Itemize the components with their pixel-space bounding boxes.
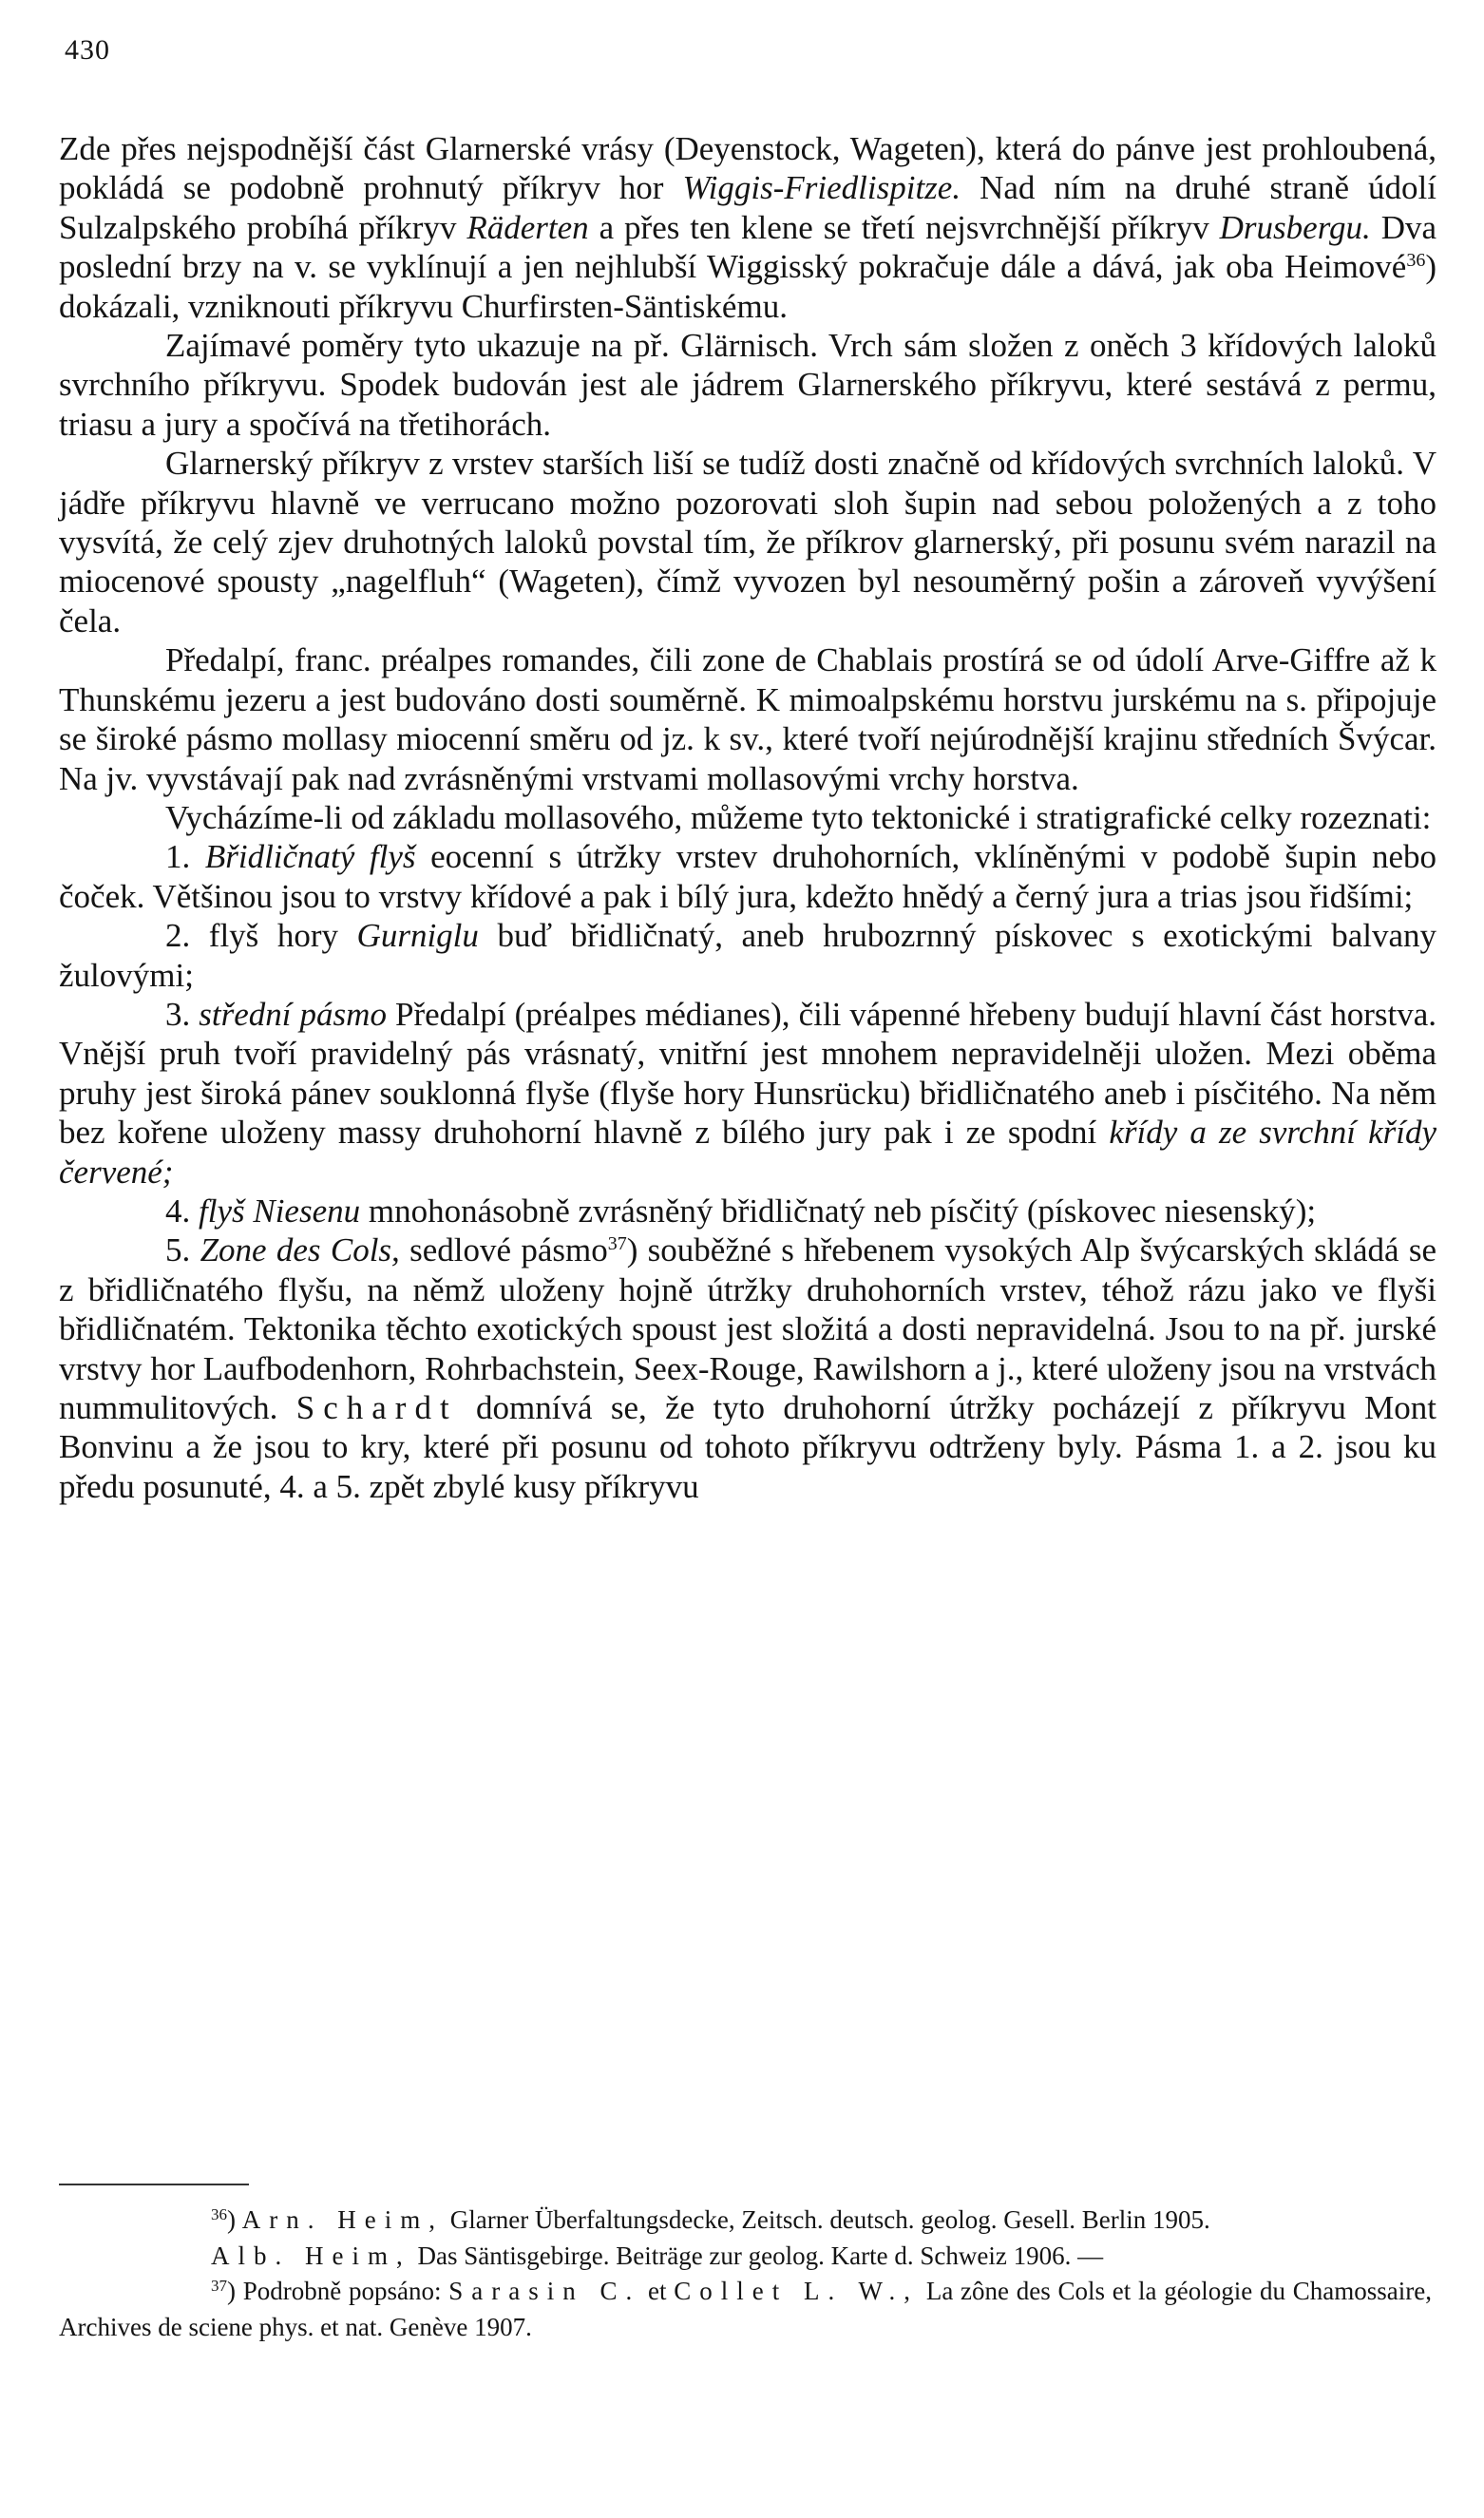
list-text: eocenní s útržky vrstev druhohorních, vklíněnými v podobě šupin nebo čoček. Většinou jsou to vrstvy křídové a pak i bílý jura, kdežto hnědý a černý jura a trias jsou řidšími; bbox=[59, 838, 1437, 915]
body-text bbox=[59, 129, 1436, 1506]
list-term: křídy bbox=[1109, 1114, 1178, 1152]
list-text: buď břidličnatý, aneb hrubozrnný pískovec s exotickými balvany žulovými; bbox=[59, 917, 1436, 994]
footnote-36-continued bbox=[59, 2239, 1432, 2275]
list-term: křídy červené; bbox=[59, 1114, 1436, 1191]
text-run: a přes ten klene se třetí nejsvrchnější příkryv bbox=[588, 208, 1220, 246]
list-text: sedlové pásmo bbox=[399, 1231, 608, 1269]
footnote-ref-36: 36 bbox=[1406, 250, 1426, 272]
list-number: 5. bbox=[165, 1231, 200, 1269]
list-item-3 bbox=[59, 995, 1436, 1192]
list-text: mnohonásobně zvrásněný břidličnatý neb písčitý (pískovec niesenský); bbox=[360, 1192, 1317, 1230]
footnote-text: La zône des Cols et la géologie du Chamossaire, Archives de sciene phys. et nat. Genève 1907. bbox=[59, 2277, 1432, 2341]
footnote-marker: 36 bbox=[211, 2205, 227, 2223]
author-name: Arn. Heim, bbox=[241, 2205, 444, 2234]
list-number: 3. bbox=[165, 995, 200, 1033]
paragraph-prealps: Předalpí, franc. préalpes romandes, čili zone de Chablais prostírá se od údolí Arve-Giffre až k Thunskému jezeru a jest budováno dosti souměrně. K mimoalpskému horstvu jurskému na s. připojuje se široké pásmo mollasy miocenní směru od jz. k sv., které tvoří nejúrodnější krajinu středních Švýcar. Na jv. vyvstávají pak nad zvrásněnými vrstvami mollasovými vrchy horstva. bbox=[59, 641, 1436, 797]
text-run: Nad ním na druhé straně údolí Sulzalpského probíhá příkryv bbox=[59, 169, 1436, 246]
footnote-text: ) Podrobně popsáno: bbox=[227, 2277, 449, 2305]
paragraph-glarner-fold bbox=[59, 129, 1436, 326]
list-term: Gurniglu bbox=[356, 917, 479, 955]
place-name-drusberg: Drusbergu. bbox=[1219, 208, 1371, 246]
list-item-4 bbox=[59, 1192, 1436, 1230]
list-text: domnívá se, že tyto druhohorní útržky pocházejí z příkryvu Mont Bonvinu a že jsou to kry, které při posunu od tohoto příkryvu odtrženy byly. Pásma 1. a 2. jsou ku předu posunuté, 4. a 5. zpět zbylé kusy příkryvu bbox=[59, 1389, 1437, 1505]
list-term: střední pásmo bbox=[199, 995, 387, 1033]
paragraph-glarnisch: Zajímavé poměry tyto ukazuje na př. Glärnisch. Vrch sám složen z oněch 3 křídových laloků svrchního příkryvu. Spodek budován jest ale jádrem Glarnerského příkryvu, které sestává z permu, triasu a jury a spočívá na třetihorách. bbox=[59, 327, 1436, 443]
list-text: ) souběžné s hřebenem vysokých Alp švýcarských skládá se z břidličnatého flyšu, na němž uloženy hojně útržky druhohorních vrstev, téhož rázu jako ve flyši břidličnatém. Tektonika těchto exotických spoust jest složitá a dosti nepravidelná. Jsou to na př. jurské vrstvy hor Laufbodenhorn, Rohrbachstein, Seex-Rouge, Rawilshorn a j., které uloženy jsou na vrstvách nummulitových. bbox=[59, 1231, 1436, 1426]
footnote-37 bbox=[59, 2274, 1432, 2345]
text-run: Dva poslední brzy na v. se vyklínují a jen nejhlubší Wiggisský pokračuje dále a dává, jak oba Heimové bbox=[59, 208, 1437, 286]
place-name-wiggis: Wiggis-Friedlispitze. bbox=[682, 169, 961, 207]
author-name: Collet L. W., bbox=[674, 2277, 920, 2305]
footnote-text: et bbox=[640, 2277, 675, 2305]
footnotes bbox=[59, 2203, 1432, 2345]
paragraph-glarner-nappe: Glarnerský příkryv z vrstev starších liší se tudíž dosti značně od křídových svrchních laloků. V jádře příkryvu hlavně ve verrucano možno pozorovati sloh šupin nad sebou položených a z toho vysvítá, že celý zjev druhotných laloků povstal tím, že příkrov glarnerský, při posunu svém narazil na miocenové spousty „nagelfluh“ (Wageten), čímž vyvozen byl nesouměrný pošin a zároveň vyvýšení čela. bbox=[59, 445, 1436, 639]
place-name-raderten: Räderten bbox=[466, 208, 589, 246]
list-item-5 bbox=[59, 1230, 1436, 1506]
list-text: Předalpí (préalpes médianes), čili vápenné hřebeny budují hlavní část horstva. Vnější pruh tvoří pravidelný pás vrásnatý, vnitřní jest mnohem nepravidelněji uložen. Mezi oběma pruhy jest široká pánev souklonná flyše (flyše hory Hunsrücku) břidličnatého aneb i písčitého. Na něm bez kořene uloženy massy druhohorní hlavně z bílého jury pak i ze spodní bbox=[59, 995, 1437, 1152]
text-run: Zde přes nejspodnější část Glarnerské vrásy (Deyenstock, Wageten), která do pánve jest prohloubená, pokládá se podobně prohnutý příkryv hor bbox=[59, 130, 1436, 207]
footnote-36 bbox=[59, 2203, 1432, 2239]
footnote-ref-37: 37 bbox=[607, 1233, 627, 1255]
paragraph-units-intro: Vycházíme-li od základu mollasového, můžeme tyto tektonické i stratigrafické celky rozeznati: bbox=[165, 798, 1432, 836]
list-number: 1. bbox=[165, 838, 205, 876]
footnote-text: Das Säntisgebirge. Beiträge zur geolog. Karte d. Schweiz 1906. — bbox=[410, 2241, 1104, 2270]
list-term: Břidličnatý flyš bbox=[204, 838, 416, 876]
list-term: Zone des Cols, bbox=[200, 1231, 400, 1269]
list-text: a ze svrchní bbox=[1177, 1114, 1369, 1152]
footnote-marker: 37 bbox=[211, 2277, 227, 2295]
footnote-text: Glarner Überfaltungsdecke, Zeitsch. deutsch. geolog. Gesell. Berlin 1905. bbox=[443, 2205, 1210, 2234]
footnote-text: ) bbox=[227, 2205, 242, 2234]
page-number: 430 bbox=[65, 34, 110, 66]
author-name-schardt: Schardt bbox=[295, 1389, 458, 1426]
author-name: Sarasin C. bbox=[448, 2277, 641, 2305]
text-run: ) dokázali, vzniknouti příkryvu Churfirsten-Säntiskému. bbox=[59, 248, 1436, 325]
list-item-2 bbox=[59, 916, 1436, 995]
footnote-divider bbox=[59, 2184, 249, 2185]
list-text: flyš hory bbox=[208, 917, 357, 955]
list-term: flyš Niesenu bbox=[199, 1192, 361, 1230]
list-number: 2. bbox=[165, 917, 209, 955]
list-item-1 bbox=[59, 837, 1436, 916]
list-number: 4. bbox=[165, 1192, 199, 1230]
author-name: Alb. Heim, bbox=[211, 2241, 411, 2270]
